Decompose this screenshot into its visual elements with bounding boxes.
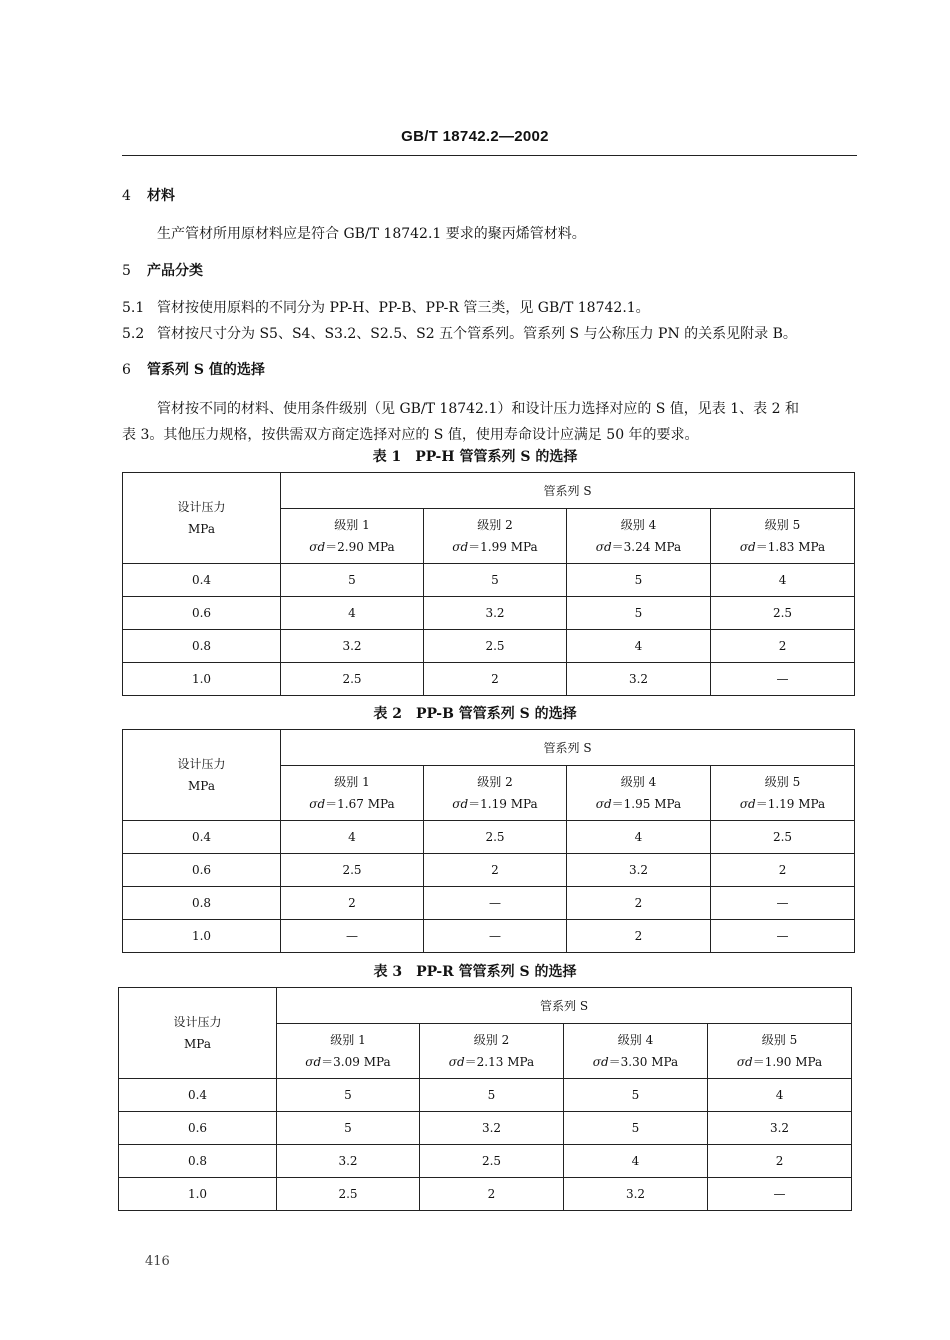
row-pressure: 0.8 — [123, 630, 281, 663]
class-sigma — [564, 1051, 707, 1073]
section-5-2-text: 管材按尺寸分为 S5、S4、S3.2、S2.5、S2 五个管系列。管系列 S 与公称压力 PN 的关系见附录 B。 — [157, 326, 797, 342]
table-2-series-header: 管系列 S — [281, 730, 855, 766]
class-sigma — [567, 536, 710, 558]
cell-value: 2 — [420, 1178, 564, 1211]
table-2-pressure-label: 设计压力 — [177, 757, 226, 771]
sigma-value: ＝3.09 MPa — [321, 1055, 391, 1069]
table-3-pressure-unit: MPa — [184, 1037, 211, 1051]
cell-value: 5 — [564, 1112, 708, 1145]
section-5-2 — [122, 323, 797, 343]
sigma-value: ＝2.90 MPa — [325, 540, 395, 554]
cell-value: 2.5 — [277, 1178, 420, 1211]
table-row — [119, 1178, 852, 1211]
table-row — [123, 887, 855, 920]
sigma-symbol: σd — [309, 797, 326, 811]
section-6-number: 6 — [122, 362, 131, 378]
cell-value: 2.5 — [711, 821, 855, 854]
sigma-value: ＝1.83 MPa — [755, 540, 826, 554]
class-label: 级别 5 — [761, 1033, 798, 1047]
sigma-symbol: σd — [595, 540, 612, 554]
class-label: 级别 2 — [477, 518, 513, 532]
section-5-number: 5 — [122, 263, 131, 279]
class-label: 级别 4 — [617, 1033, 654, 1047]
cell-value: 5 — [281, 564, 424, 597]
sigma-value: ＝1.67 MPa — [325, 797, 395, 811]
table-1 — [122, 472, 855, 696]
sigma-value: ＝1.95 MPa — [611, 797, 682, 811]
sigma-symbol: σd — [305, 1055, 322, 1069]
cell-value: 2.5 — [281, 663, 424, 696]
cell-value: — — [281, 920, 424, 953]
sigma-symbol: σd — [595, 797, 612, 811]
table-row — [123, 630, 855, 663]
cell-value: 4 — [711, 564, 855, 597]
table-3-class-5 — [708, 1024, 852, 1079]
table-3-pressure-label: 设计压力 — [173, 1015, 222, 1029]
table-3 — [118, 987, 852, 1211]
cell-value: 5 — [567, 564, 711, 597]
row-pressure: 0.8 — [123, 887, 281, 920]
table-1-class-1 — [281, 509, 424, 564]
row-pressure: 0.4 — [123, 564, 281, 597]
cell-value: 2 — [567, 887, 711, 920]
sigma-symbol: σd — [739, 540, 756, 554]
table-1-series-header: 管系列 S — [281, 473, 855, 509]
cell-value: 2 — [424, 854, 567, 887]
class-label: 级别 4 — [620, 775, 657, 789]
cell-value: 4 — [567, 630, 711, 663]
row-pressure: 0.4 — [123, 821, 281, 854]
section-5-2-number: 5.2 — [122, 326, 145, 342]
table-2-class-5 — [711, 766, 855, 821]
cell-value: 3.2 — [564, 1178, 708, 1211]
section-6-text-line1: 管材按不同的材料、使用条件级别（见 GB/T 18742.1）和设计压力选择对应的 S 值，见表 1、表 2 和 — [157, 401, 799, 417]
class-label: 级别 5 — [764, 775, 801, 789]
sigma-symbol: σd — [309, 540, 326, 554]
table-2-class-2 — [424, 766, 567, 821]
table-row — [123, 920, 855, 953]
table-2-class-4 — [567, 766, 711, 821]
table-2-pressure-header — [123, 730, 281, 821]
cell-value: 5 — [564, 1079, 708, 1112]
header-rule — [122, 155, 857, 156]
class-label: 级别 4 — [620, 518, 657, 532]
cell-value: 5 — [424, 564, 567, 597]
cell-value: 5 — [567, 597, 711, 630]
table-row — [123, 821, 855, 854]
table-row — [119, 1145, 852, 1178]
table-1-pressure-unit: MPa — [188, 522, 215, 536]
cell-value: 3.2 — [567, 663, 711, 696]
cell-value: 2.5 — [424, 630, 567, 663]
table-row — [123, 663, 855, 696]
row-pressure: 1.0 — [119, 1178, 277, 1211]
sigma-value: ＝2.13 MPa — [464, 1055, 535, 1069]
class-sigma — [711, 536, 854, 558]
class-sigma — [708, 1051, 851, 1073]
table-2-pressure-unit: MPa — [188, 779, 215, 793]
table-3-caption: 表 3 PP-R 管管系列 S 的选择 — [373, 964, 577, 980]
table-2 — [122, 729, 855, 953]
row-pressure: 0.8 — [119, 1145, 277, 1178]
cell-value: — — [711, 663, 855, 696]
class-label: 级别 2 — [473, 1033, 510, 1047]
class-sigma — [281, 536, 423, 558]
table-1-pressure-header — [123, 473, 281, 564]
section-4-number: 4 — [122, 188, 131, 204]
cell-value: — — [711, 887, 855, 920]
page-number: 416 — [145, 1254, 170, 1269]
cell-value: 4 — [281, 821, 424, 854]
document-header-code: GB/T 18742.2—2002 — [401, 128, 549, 145]
table-row — [123, 597, 855, 630]
sigma-value: ＝1.19 MPa — [755, 797, 826, 811]
class-sigma — [420, 1051, 563, 1073]
table-3-series-header: 管系列 S — [277, 988, 852, 1024]
section-5-title: 产品分类 — [147, 263, 203, 279]
table-row — [119, 1079, 852, 1112]
sigma-value: ＝1.19 MPa — [468, 797, 538, 811]
sigma-value: ＝1.90 MPa — [752, 1055, 823, 1069]
cell-value: — — [424, 887, 567, 920]
table-2-caption: 表 2 PP-B 管管系列 S 的选择 — [373, 706, 577, 722]
cell-value: 4 — [281, 597, 424, 630]
cell-value: 3.2 — [708, 1112, 852, 1145]
sigma-value: ＝3.24 MPa — [611, 540, 682, 554]
cell-value: 3.2 — [424, 597, 567, 630]
cell-value: 2.5 — [281, 854, 424, 887]
table-1-class-5 — [711, 509, 855, 564]
cell-value: — — [708, 1178, 852, 1211]
cell-value: 5 — [277, 1079, 420, 1112]
cell-value: 4 — [564, 1145, 708, 1178]
cell-value: — — [424, 920, 567, 953]
sigma-value: ＝3.30 MPa — [608, 1055, 679, 1069]
table-row — [119, 1112, 852, 1145]
cell-value: 2.5 — [424, 821, 567, 854]
cell-value: 2 — [708, 1145, 852, 1178]
sigma-symbol: σd — [592, 1055, 609, 1069]
class-label: 级别 5 — [764, 518, 801, 532]
class-label: 级别 1 — [330, 1033, 366, 1047]
sigma-symbol: σd — [452, 540, 469, 554]
table-1-class-4 — [567, 509, 711, 564]
row-pressure: 0.4 — [119, 1079, 277, 1112]
section-5-1-number: 5.1 — [122, 300, 145, 316]
row-pressure: 0.6 — [123, 854, 281, 887]
cell-value: 5 — [277, 1112, 420, 1145]
table-1-caption: 表 1 PP-H 管管系列 S 的选择 — [372, 449, 578, 465]
section-6-title: 管系列 S 值的选择 — [147, 362, 265, 378]
cell-value: 3.2 — [281, 630, 424, 663]
class-sigma — [711, 793, 854, 815]
class-sigma — [277, 1051, 419, 1073]
row-pressure: 0.6 — [119, 1112, 277, 1145]
section-6-heading — [122, 359, 265, 379]
cell-value: 2.5 — [711, 597, 855, 630]
section-5-1 — [122, 297, 650, 317]
section-4-title: 材料 — [147, 188, 175, 204]
sigma-symbol: σd — [452, 797, 469, 811]
cell-value: 4 — [708, 1079, 852, 1112]
sigma-symbol: σd — [448, 1055, 465, 1069]
class-sigma — [424, 793, 566, 815]
cell-value: 4 — [567, 821, 711, 854]
cell-value: 2 — [281, 887, 424, 920]
table-2-class-1 — [281, 766, 424, 821]
class-sigma — [281, 793, 423, 815]
class-label: 级别 2 — [477, 775, 513, 789]
section-4-heading — [122, 185, 175, 205]
cell-value: 3.2 — [420, 1112, 564, 1145]
row-pressure: 0.6 — [123, 597, 281, 630]
table-row — [123, 854, 855, 887]
row-pressure: 1.0 — [123, 920, 281, 953]
table-row — [123, 564, 855, 597]
table-3-class-1 — [277, 1024, 420, 1079]
class-label: 级别 1 — [334, 518, 370, 532]
class-sigma — [424, 536, 566, 558]
sigma-value: ＝1.99 MPa — [468, 540, 538, 554]
section-5-heading — [122, 260, 203, 280]
cell-value: 2 — [711, 630, 855, 663]
cell-value: 2 — [711, 854, 855, 887]
row-pressure: 1.0 — [123, 663, 281, 696]
cell-value: 3.2 — [277, 1145, 420, 1178]
class-label: 级别 1 — [334, 775, 370, 789]
table-3-class-4 — [564, 1024, 708, 1079]
cell-value: 5 — [420, 1079, 564, 1112]
sigma-symbol: σd — [736, 1055, 753, 1069]
cell-value: 3.2 — [567, 854, 711, 887]
cell-value: 2 — [567, 920, 711, 953]
section-5-1-text: 管材按使用原料的不同分为 PP-H、PP-B、PP-R 管三类，见 GB/T 18742.1。 — [157, 300, 650, 316]
section-6-text-line2: 表 3。其他压力规格，按供需双方商定选择对应的 S 值，使用寿命设计应满足 50 年的要求。 — [122, 427, 699, 443]
cell-value: 2 — [424, 663, 567, 696]
cell-value: — — [711, 920, 855, 953]
table-3-class-2 — [420, 1024, 564, 1079]
table-1-pressure-label: 设计压力 — [177, 500, 226, 514]
table-1-class-2 — [424, 509, 567, 564]
sigma-symbol: σd — [739, 797, 756, 811]
table-3-pressure-header — [119, 988, 277, 1079]
section-4-text: 生产管材所用原材料应是符合 GB/T 18742.1 要求的聚丙烯管材料。 — [157, 226, 586, 242]
class-sigma — [567, 793, 710, 815]
cell-value: 2.5 — [420, 1145, 564, 1178]
